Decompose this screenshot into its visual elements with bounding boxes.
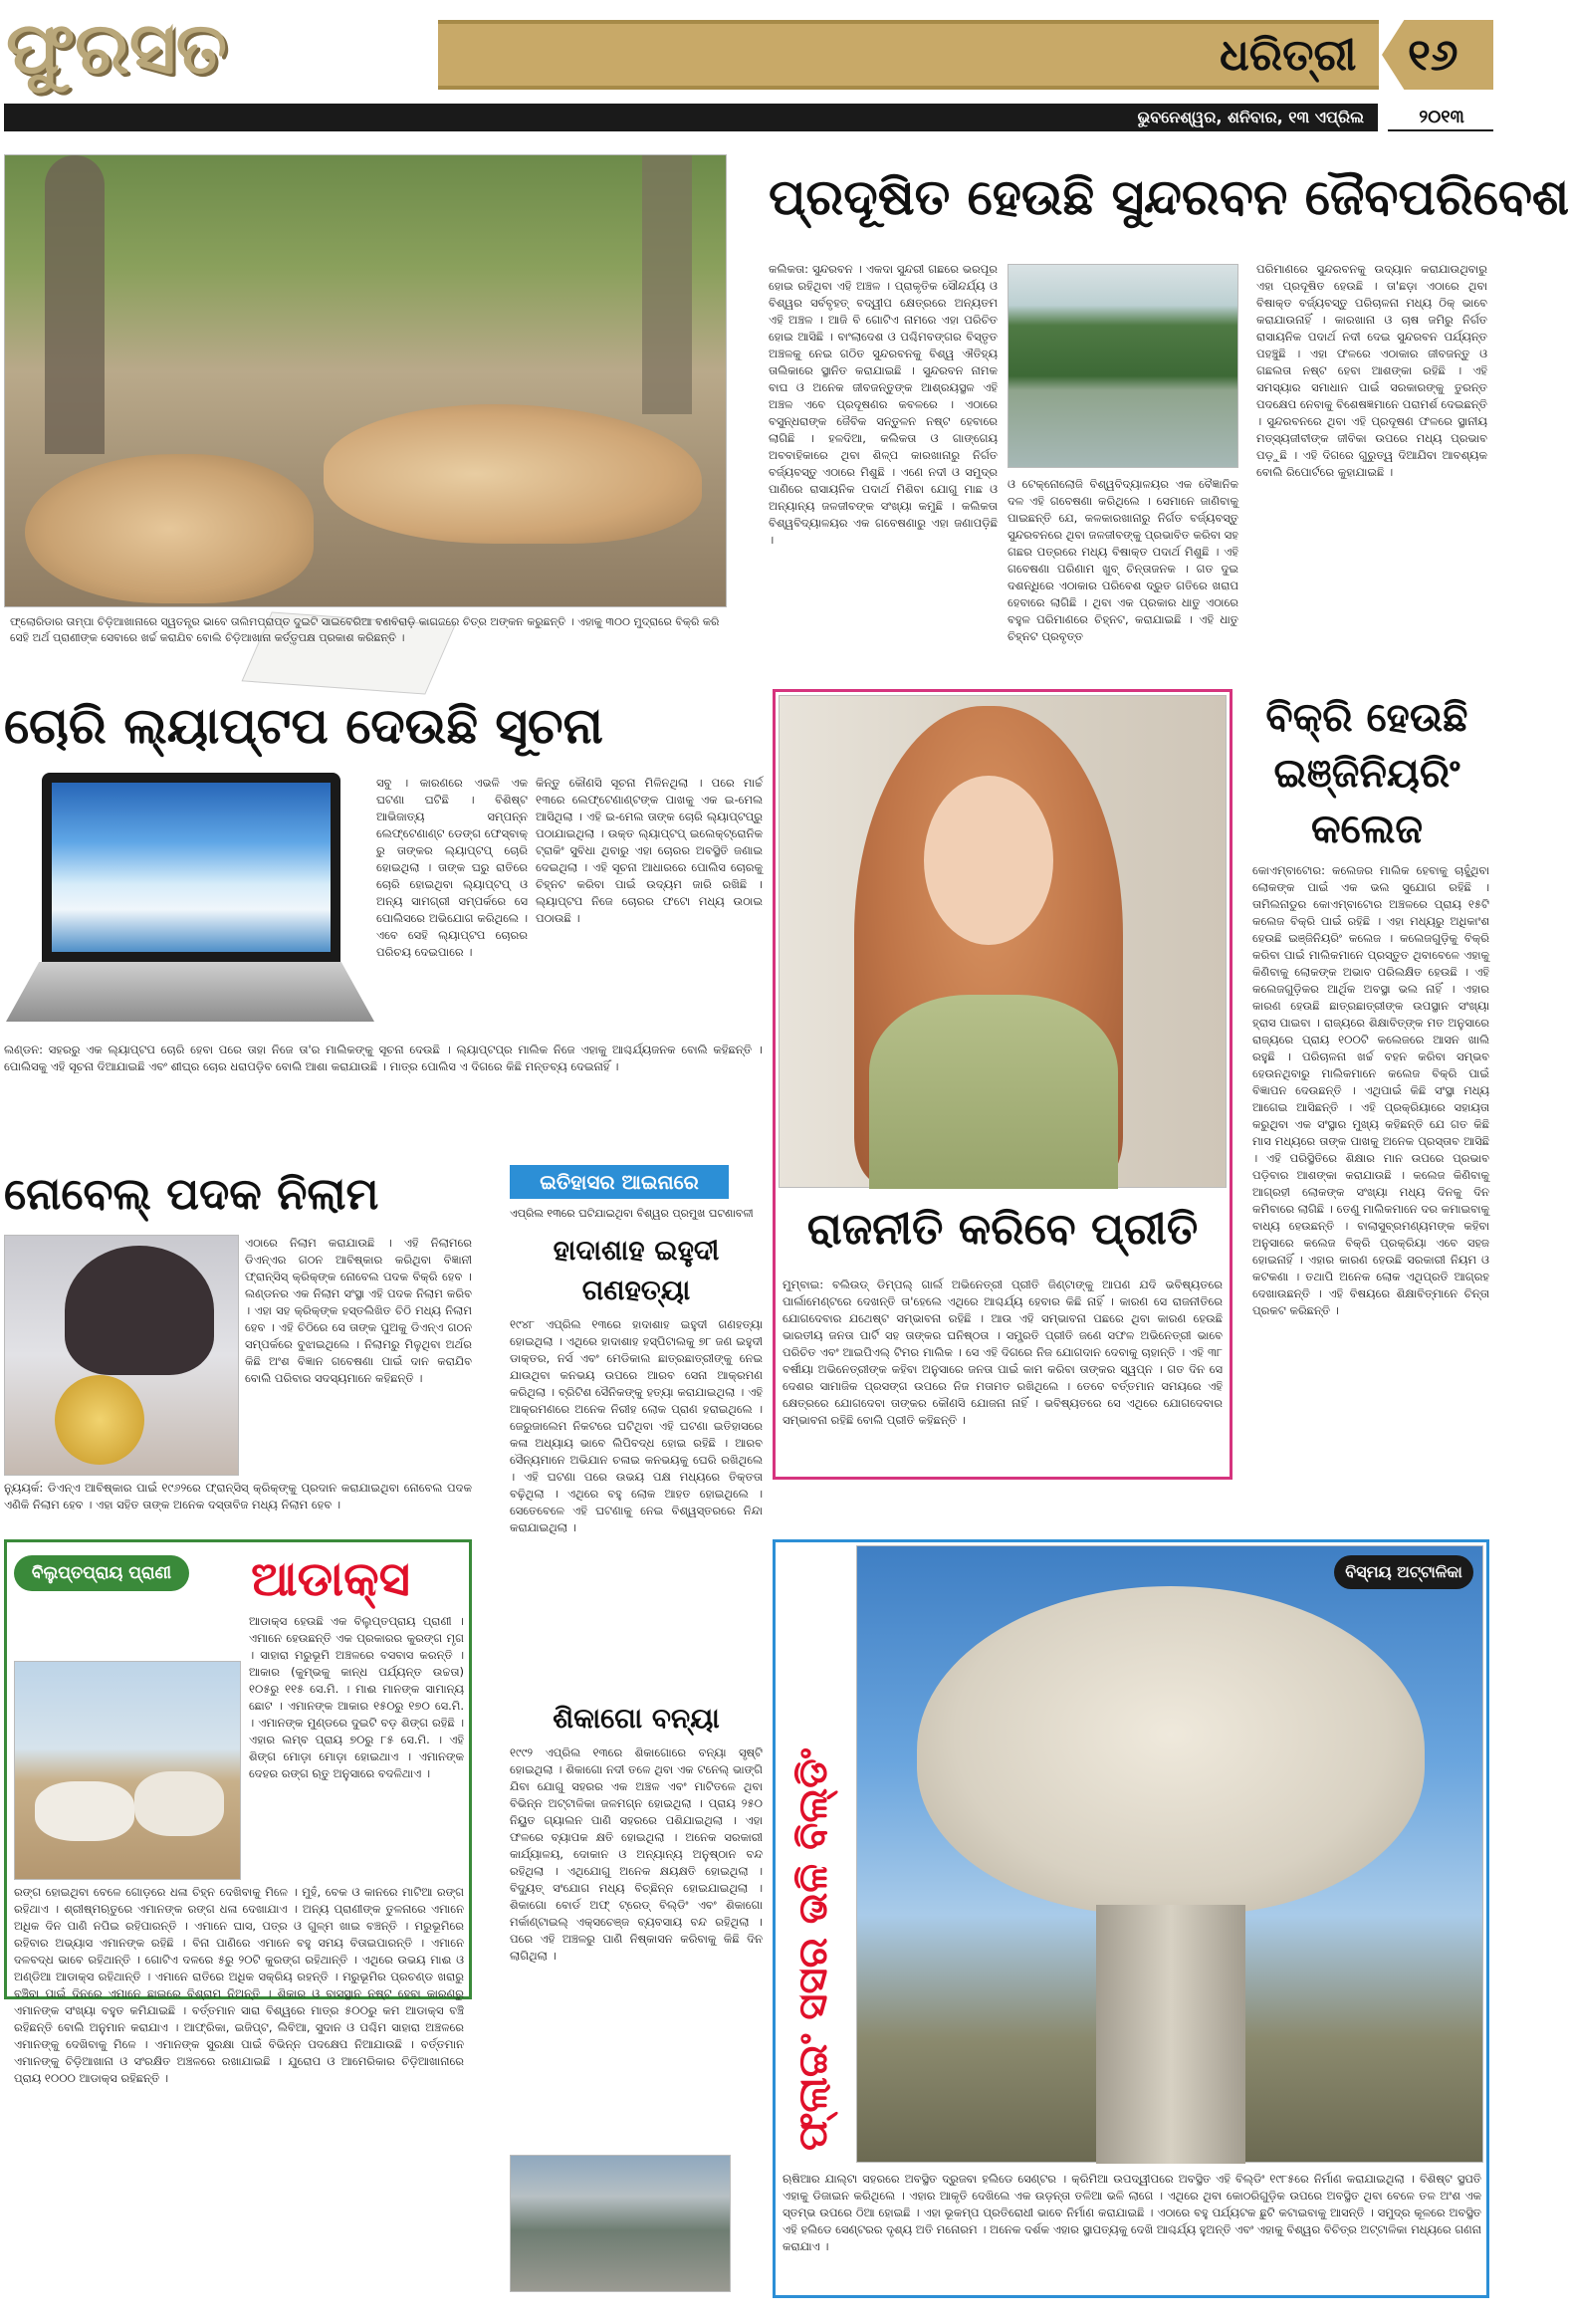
masthead [0, 0, 1493, 149]
page-number: ୧୬ [1408, 30, 1458, 81]
year: ୨୦୧୩ [1419, 107, 1464, 127]
addax-badge: ବିଲୁପ୍ତପ୍ରାୟ ପ୍ରାଣୀ [31, 1563, 172, 1583]
addax-body-1 [35, 1781, 134, 1841]
history-sub1-body: ୧୯୪୮ ଏପ୍ରିଲ ୧୩ରେ ହାଦାଶାହ ଇହୁଦୀ ଗଣହତ୍ୟା ହୋଇଥିଲା । ଏଥିରେ ହାଦାଶାହ ହସ୍ପିଟାଲକୁ ୭୮ ଜଣ ଇହୁଦୀ ଡାକ୍ତର, ନର୍ସ ଏବଂ ମେଡିକାଲ ଛାତ୍ରଛାତ୍ରୀଙ୍କୁ ନେଇ ଯାଉଥିବା କନଭୟ ଉପରେ ଆରବ ସେନା ଆକ୍ରମଣ କରିଥିଲା । ବ୍ରିଟିଶ ସୈନିକଙ୍କୁ ହତ୍ୟା କରାଯାଇଥିଲା । ଏହି ଆକ୍ରମଣରେ ଅନେକ ନିରୀହ ଲୋକ ପ୍ରାଣ ହରାଇଥିଲେ । ଜେରୁଜାଲେମ ନିକଟରେ ଘଟିଥିବା ଏହି ଘଟଣା ଇତିହାସରେ କଳା ଅଧ୍ୟାୟ ଭାବେ ଲିପିବଦ୍ଧ ହୋଇ ରହିଛି । ଆରବ ସୈନ୍ୟମାନେ ଅଭିଯାନ ଚଳାଇ କନଭୟକୁ ଘେରି ରଖିଥିଲେ । ଏହି ଘଟଣା ପରେ ଉଭୟ ପକ୍ଷ ମଧ୍ୟରେ ତିକ୍ତତା ବଢ଼ିଥିଲା । ଏଥିରେ ବହୁ ଲୋକ ଆହତ ହୋଇଥିଲେ । ସେତେବେଳେ ଏହି ଘଟଣାକୁ ନେଇ ବିଶ୍ୱସ୍ତରରେ ନିନ୍ଦା କରାଯାଇଥିଲା । [510, 1317, 763, 1534]
nobel-bottom: ନ୍ୟୁୟର୍କ: ଡିଏନ୍‌ଏ ଆବିଷ୍କାର ପାଇଁ ୧୯୬୨ରେ ଫ୍ରାନ୍ସିସ୍ କ୍ରିକ୍‌ଙ୍କୁ ପ୍ରଦାନ କରାଯାଇଥିବା ନୋବେଲ ପଦକ ଏଣିକି ନିଲାମ ହେବ । ଏହା ସହିତ ତାଙ୍କ ଅନେକ ଦସ୍ତାବିଜ ମଧ୍ୟ ନିଲାମ ହେବ । [4, 1481, 472, 1511]
tree-trunk [642, 155, 692, 414]
laptop-photo [4, 773, 372, 1034]
building-badge: ବିସ୍ମୟ ଅଟ୍ଟାଳିକା [1345, 1562, 1462, 1581]
history-sub1-line2: ଗଣହତ୍ୟା [581, 1274, 691, 1306]
laptop-base [6, 962, 374, 1022]
history-sub1-line1: ହାଦାଶାହ ଇହୁଦୀ [553, 1234, 720, 1267]
supplement-name: ଧରିତ୍ରୀ [1220, 30, 1357, 81]
chicago-flood-photo [510, 2155, 731, 2292]
sundarban-col2: ଓ ଟେକ୍ନୋଲୋଜି ବିଶ୍ୱବିଦ୍ୟାଳୟର ଏକ ବୈଜ୍ଞାନିକ ଦଳ ଏହି ଗବେଷଣା କରିଥିଲେ । ସେମାନେ ଜାଣିବାକୁ ପାଇଛନ୍ତି ଯେ, କଳକାରଖାନାରୁ ନିର୍ଗତ ବର୍ଜ୍ୟବସ୍ତୁ ସୁନ୍ଦରବନରେ ଥିବା ଜଳଜୀବଙ୍କୁ ପ୍ରଭାବିତ କରିବା ସହ ଗଛର ପତ୍ରରେ ମଧ୍ୟ ବିଷାକ୍ତ ପଦାର୍ଥ ମିଶୁଛି । ଏହି ଗବେଷଣା ପରିଣାମ ଖୁବ୍ ଚିନ୍ତାଜନକ । ଗତ ଦୁଇ ଦଶନ୍ଧିରେ ଏଠାକାର ପରିବେଶ ଦ୍ରୁତ ଗତିରେ ଖରାପ ହେବାରେ ଲାଗିଛି । ଥିବା ଏକ ପ୍ରକାର ଧାତୁ ଏଠାରେ ବହୁଳ ପରିମାଣରେ ଚିହ୍ନଟ, କରାଯାଇଛି । ଏହି ଧାତୁ ଚିହ୍ନଟ ପ୍ରବୃତ୍ତ [1008, 477, 1238, 643]
nobel-headline: ନୋବେଲ୍ ପଦକ ନିଲାମ [4, 1169, 379, 1220]
laptop-col1: ସବୁ । କାରଣରେ ଏଭଳି ଏକ ଘଟଣା ଘଟିଛି । ବିଶିଷ୍ଟ ଆଭିଜାତ୍ୟ ସମ୍ପନ୍ନ ଲେଫ୍‌ଟେଣାଣ୍ଟ ଡେଙ୍ଗ ଫେସ୍‌ବାକ୍ ରୁ ତାଙ୍କର ଲ୍ୟାପ୍‌ଟପ୍ ଚୋରି ହୋଇଥିଲା । ତାଙ୍କ ଘରୁ ରାତିରେ ଚୋରି ହୋଇଥିବା ଲ୍ୟାପ୍‌ଟପ୍ ଓ ଅନ୍ୟ ସାମଗ୍ରୀ ସମ୍ପର୍କରେ ସେ ପୋଲିସରେ ଅଭିଯୋଗ କରିଥିଲେ । ଏବେ ସେହି ଲ୍ୟାପ୍‌ଟପ ଚୋରର ପରିଚୟ ଦେଇପାରେ । [376, 776, 528, 959]
sundarban-headline: ପ୍ରଦୂଷିତ ହେଉଛି ସୁନ୍ଦରବନ ଜୈବପରିବେଶ [769, 168, 1569, 226]
tree-trunk [45, 155, 105, 454]
lynx-left [25, 454, 314, 603]
lynx-caption: ଫ୍ଲୋରିଡାର ତାମ୍ପା ଚିଡ଼ିଆଖାନାରେ ସ୍ୱତନ୍ତ୍ର ଭାବେ ତାଲିମପ୍ରାପ୍ତ ଦୁଇଟି ସାଇବେରିଆ ବଣବିରାଡ଼ି କାଗଜରେ ଚିତ୍ର ଅଙ୍କନ କରୁଛନ୍ତି । ଏହାକୁ ୩୦୦ ମୁଦ୍ରାରେ ବିକ୍ରି କରି ସେହି ଅର୍ଥ ପ୍ରାଣୀଙ୍କ ସେବାରେ ଖର୍ଚ୍ଚ କରାଯିବ ବୋଲି ଚିଡ଼ିଆଖାନା କର୍ତ୍ତୃପକ୍ଷ ପ୍ରକାଶ କରିଛନ୍ତି । [10, 615, 720, 644]
building-vertical-title-box [779, 1553, 848, 2161]
sundarban-col3: ପରିମାଣରେ ସୁନ୍ଦରବନକୁ ଉଦ୍ୟାନ କରାଯାଉଥିବାରୁ ଏହା ପ୍ରଦୂଷିତ ହେଉଛି । ତା'ଛଡ଼ା ଏଠାରେ ଥିବା ବିଷାକ୍ତ ବର୍ଜ୍ୟବସ୍ତୁ ପରିଚାଳନା ମଧ୍ୟ ଠିକ୍ ଭାବେ କରାଯାଉନାହିଁ । କାରଖାନା ଓ ଚାଷ ଜମିରୁ ନିର୍ଗତ ରାସାୟନିକ ପଦାର୍ଥ ନଦୀ ଦେଇ ସୁନ୍ଦରବନ ପର୍ଯ୍ୟନ୍ତ ପହଞ୍ଚୁଛି । ଏହା ଫଳରେ ଏଠାକାର ଜୀବଜନ୍ତୁ ଓ ଗଛଲତା ନଷ୍ଟ ହେବା ଆଶଙ୍କା ରହିଛି । ଏହି ସମସ୍ୟାର ସମାଧାନ ପାଇଁ ସରକାରଙ୍କୁ ତୁରନ୍ତ ପଦକ୍ଷେପ ନେବାକୁ ବିଶେଷଜ୍ଞମାନେ ପରାମର୍ଶ ଦେଇଛନ୍ତି । ସୁନ୍ଦରବନରେ ଥିବା ଏହି ପ୍ରଦୂଷଣ ଫଳରେ ସ୍ଥାନୀୟ ମତ୍ସ୍ୟଜୀବୀଙ୍କ ଜୀବିକା ଉପରେ ମଧ୍ୟ ପ୍ରଭାବ ପଡ଼ୁଛି । ଏହି ଦିଗରେ ଗୁରୁତ୍ୱ ଦିଆଯିବା ଆବଶ୍ୟକ ବୋଲି ରିପୋର୍ଟରେ କୁହାଯାଇଛି । [1256, 262, 1487, 479]
history-sub2: ଶିକାଗୋ ବନ୍ୟା [553, 1702, 720, 1735]
engineering-headline-3: କଲେଜ [1310, 807, 1424, 852]
nobel-photo [4, 1235, 239, 1476]
addax-col: ଆଡାକ୍ସ ହେଉଛି ଏକ ବିଲୁପ୍ତପ୍ରାୟ ପ୍ରାଣୀ । ଏମାନେ ହେଉଛନ୍ତି ଏକ ପ୍ରକାରର କୁରଙ୍ଗ ମୃଗ । ସାହାରା ମରୁଭୂମି ଅଞ୍ଚଳରେ ବସବାସ କରନ୍ତି । ଆକାର (କୁମ୍ଭକୁ କାନ୍ଧ ପର୍ଯ୍ୟନ୍ତ ଉଚ୍ଚତା) ୧୦୫ରୁ ୧୧୫ ସେ.ମି. । ମାଈ ମାନଙ୍କ ସାମାନ୍ୟ ଛୋଟ । ଏମାନଙ୍କ ଆକାର ୧୫୦ରୁ ୧୭୦ ସେ.ମି. । ଏମାନଙ୍କ ମୁଣ୍ଡରେ ଦୁଇଟି ବଡ଼ ଶିଙ୍ଗ ରହିଛି । ଏହାର ଲମ୍ବ ପ୍ରାୟ ୭୦ରୁ ୮୫ ସେ.ମି. । ଏହି ଶିଙ୍ଗ ମୋଡ଼ା ମୋଡ଼ା ହୋଇଥାଏ । ଏମାନଙ୍କ ଦେହର ରଙ୍ଗ ଋତୁ ଅନୁସାରେ ବଦଳିଥାଏ । [249, 1614, 464, 1780]
building-vertical-title: ଫ୍ଲାଇଂ ସସର ଭଳି ବିଲ୍ଡିଂ [790, 1747, 836, 2151]
saucer-top [917, 1586, 1425, 1915]
addax-headline: ଆଡାକ୍ସ [251, 1551, 410, 1607]
laptop-bottom: ଲଣ୍ଡନ: ସହରରୁ ଏକ ଲ୍ୟାପ୍‌ଟପ ଚୋରି ହେବା ପରେ ତାହା ନିଜେ ତା'ର ମାଲିକଙ୍କୁ ସୂଚନା ଦେଉଛି । ଲ୍ୟାପ୍‌ଟପ୍‌ର ମାଲିକ ନିଜେ ଏହାକୁ ଆଶ୍ଚର୍ଯ୍ୟଜନକ ବୋଲି କହିଛନ୍ତି । ପୋଲିସକୁ ଏହି ସୂଚନା ଦିଆଯାଇଛି ଏବଂ ଶୀଘ୍ର ଚୋର ଧରାପଡ଼ିବ ବୋଲି ଆଶା କରାଯାଉଛି । ମାତ୍ର ପୋଲିସ ଏ ଦିଗରେ କିଛି ମନ୍ତବ୍ୟ ଦେଇନାହିଁ । [4, 1043, 763, 1073]
medal [55, 1375, 144, 1465]
section-logo: ଫୁରସତ [6, 6, 227, 90]
history-subkicker: ଏପ୍ରିଲ ୧୩ରେ ଘଟିଯାଇଥିବା ବିଶ୍ୱର ପ୍ରମୁଖ ଘଟଣାବଳୀ [510, 1207, 754, 1220]
face [924, 776, 1053, 945]
preity-headline: ରାଜନୀତି କରିବେ ପ୍ରୀତି [806, 1204, 1199, 1255]
building-body: ଋଷିଆର ଯାଲ୍ଟା ସହରରେ ଅବସ୍ଥିତ ଦ୍ରୁଜବା ହଲିଡେ ସେଣ୍ଟର । କ୍ରିମିଆ ଉପଦ୍ୱୀପରେ ଅବସ୍ଥିତ ଏହି ବିଲ୍ଡିଂ ୧୯୮୫ରେ ନିର୍ମାଣ କରାଯାଇଥିଲା । ବିଶିଷ୍ଟ ସ୍ଥପତି ଏହାକୁ ଡିଜାଇନ କରିଥିଲେ । ଏହାର ଆକୃତି ଦେଖିଲେ ଏକ ଉଡ଼ନ୍ତା ତଳିଆ ଭଳି ଲାଗେ । ଏଥିରେ ଥିବା କୋଠରିଗୁଡ଼ିକ ଉପରେ ଅବସ୍ଥିତ ଥିବା ବେଳେ ତଳ ଅଂଶ ଏକ ସ୍ତମ୍ଭ ଉପରେ ଠିଆ ହୋଇଛି । ଏହା ଭୂକମ୍ପ ପ୍ରତିରୋଧୀ ଭାବେ ନିର୍ମାଣ କରାଯାଇଛି । ଏଠାରେ ବହୁ ପର୍ଯ୍ୟଟକ ଛୁଟି କଟାଇବାକୁ ଆସନ୍ତି । ସମୁଦ୍ର କୂଳରେ ଅବସ୍ଥିତ ଏହି ହଲିଡେ ସେଣ୍ଟରର ଦୃଶ୍ୟ ଅତି ମନୋରମ । ଅନେକ ଦର୍ଶକ ଏହାର ସ୍ଥାପତ୍ୟକୁ ଦେଖି ଆଶ୍ଚର୍ଯ୍ୟ ହୁଅନ୍ତି ଏବଂ ଏହାକୁ ବିଶ୍ୱର ବିଚିତ୍ର ଅଟ୍ଟାଳିକା ମଧ୍ୟରେ ଗଣନା କରାଯାଏ । [783, 2172, 1481, 2253]
laptop-headline: ଚୋରି ଲ୍ୟାପ୍‌ଟପ ଦେଉଛି ସୂଚନା [4, 697, 603, 755]
lynx-photo [4, 154, 727, 607]
woman-hair [65, 1246, 214, 1375]
history-sub2-body: ୧୯୯୨ ଏପ୍ରିଲ ୧୩ରେ ଶିକାଗୋରେ ବନ୍ୟା ସୃଷ୍ଟି ହୋଇଥିଲା । ଶିକାଗୋ ନଦୀ ତଳେ ଥିବା ଏକ ଟନେଲ୍ ଭାଙ୍ଗି ଯିବା ଯୋଗୁ ସହରର ଏକ ଅଞ୍ଚଳ ଏବଂ ମାଟିତଳେ ଥିବା ବିଭିନ୍ନ ଅଟ୍ଟାଳିକା ଜଳମଗ୍ନ ହୋଇଥିଲା । ପ୍ରାୟ ୨୫୦ ନିୟୁତ ଗ୍ୟାଲନ ପାଣି ସହରରେ ପଶିଯାଇଥିଲା । ଏହା ଫଳରେ ବ୍ୟାପକ କ୍ଷତି ହୋଇଥିଲା । ଅନେକ ସରକାରୀ କାର୍ଯ୍ୟାଳୟ, ଦୋକାନ ଓ ଅନ୍ୟାନ୍ୟ ଅନୁଷ୍ଠାନ ବନ୍ଦ ରହିଥିଲା । ଏଥିଯୋଗୁ ଅନେକ କ୍ଷୟକ୍ଷତି ହୋଇଥିଲା । ବିଦ୍ୟୁତ୍ ସଂଯୋଗ ମଧ୍ୟ ବିଚ୍ଛିନ୍ନ ହୋଇଯାଇଥିଲା । ଶିକାଗୋ ବୋର୍ଡ ଅଫ୍ ଟ୍ରେଡ୍ ବିଲ୍ଡିଂ ଏବଂ ଶିକାଗୋ ମର୍କାଣ୍ଟାଇଲ୍ ଏକ୍ସଚେଞ୍ଜ ବ୍ୟବସାୟ ବନ୍ଦ ରହିଥିଲା । ପରେ ଏହି ଅଞ୍ଚଳରୁ ପାଣି ନିଷ୍କାସନ କରିବାକୁ କିଛି ଦିନ ଲାଗିଥିଲା । [510, 1745, 763, 1963]
dress [869, 995, 1118, 1189]
addax-bottom: ରଙ୍ଗ ହୋଇଥିବା ବେଳେ ଗୋଡ଼ରେ ଧଳା ଚିହ୍ନ ଦେଖିବାକୁ ମିଳେ । ମୁହଁ, ବେକ ଓ କାନରେ ମାଟିଆ ରଙ୍ଗ ରହିଥାଏ । ଶ୍ରୀଷ୍ମଋତୁରେ ଏମାନଙ୍କ ରଙ୍ଗ ଧଳା ଦେଖାଯାଏ । ଅନ୍ୟ ପ୍ରାଣୀଙ୍କ ତୁଳନାରେ ଏମାନେ ଅଧିକ ଦିନ ପାଣି ନପିଇ ରହିପାରନ୍ତି । ଏମାନେ ଘାସ, ପତ୍ର ଓ ଗୁଳ୍ମ ଖାଇ ବଞ୍ଚନ୍ତି । ମରୁଭୂମିରେ ରହିବାର ଅଭ୍ୟାସ ଏମାନଙ୍କ ରହିଛି । ବିନା ପାଣିରେ ଏମାନେ ବହୁ ସମୟ ବିତାଇପାରନ୍ତି । ଏମାନେ ଦଳବଦ୍ଧ ଭାବେ ରହିଥାନ୍ତି । ଗୋଟିଏ ଦଳରେ ୫ରୁ ୨୦ଟି କୁରଙ୍ଗ ରହିଥାନ୍ତି । ଏଥିରେ ଉଭୟ ମାଈ ଓ ଅଣ୍ଡିଆ ଆଡାକ୍ସ ରହିଥାନ୍ତି । ଏମାନେ ରାତିରେ ଅଧିକ ସକ୍ରିୟ ରହନ୍ତି । ମରୁଭୂମିର ପ୍ରଚଣ୍ଡ ଖରାରୁ ବଞ୍ଚିବା ପାଇଁ ଦିନରେ ଏମାନେ ଛାଇରେ ବିଶ୍ରାମ ନିଅନ୍ତି । ଶିକାର ଓ ବାସସ୍ଥାନ ନଷ୍ଟ ହେବା କାରଣରୁ ଏମାନଙ୍କ ସଂଖ୍ୟା ବହୁତ କମିଯାଇଛି । ବର୍ତ୍ତମାନ ସାରା ବିଶ୍ୱରେ ମାତ୍ର ୫୦୦ରୁ କମ ଆଡାକ୍ସ ବଞ୍ଚି ରହିଛନ୍ତି ବୋଲି ଅନୁମାନ କରାଯାଏ । ଆଫ୍ରିକା, ଇଜିପ୍ଟ, ଲିବିଆ, ସୁଦାନ ଓ ପଶ୍ଚିମ ସାହାରା ଅଞ୍ଚଳରେ ଏମାନଙ୍କୁ ଦେଖିବାକୁ ମିଳେ । ଏମାନଙ୍କ ସୁରକ୍ଷା ପାଇଁ ବିଭିନ୍ନ ପଦକ୍ଷେପ ନିଆଯାଉଛି । ବର୍ତ୍ତମାନ ଏମାନଙ୍କୁ ଚିଡ଼ିଆଖାନା ଓ ସଂରକ୍ଷିତ ଅଞ୍ଚଳରେ ରଖାଯାଇଛି । ଯୁରୋପ ଓ ଆମେରିକାର ଚିଡ଼ିଆଖାନାରେ ପ୍ରାୟ ୧୦୦୦ ଆଡାକ୍ସ ରହିଛନ୍ତି । [14, 1885, 464, 2085]
preity-body: ମୁମ୍ବାଇ: ବଲିଉଡ୍ ଡିମ୍ପଲ୍ ଗାର୍ଲ ଅଭିନେତ୍ରୀ ପ୍ରୀତି ଜିଣ୍ଟାଙ୍କୁ ଆପଣ ଯଦି ଭବିଷ୍ୟତରେ ପାର୍ଲାମେଣ୍ଟରେ ଦେଖନ୍ତି ତା'ହେଲେ ଏଥିରେ ଆଶ୍ଚର୍ଯ୍ୟ ହେବାର କିଛି ନାହିଁ । କାରଣ ସେ ରାଜନୀତିରେ ଯୋଗଦେବାର ଯଥେଷ୍ଟ ସମ୍ଭାବନା ରହିଛି । ଆଉ ଏହି ସମ୍ଭାବନା ପଛରେ ଥିବା କାରଣ ହେଉଛି ଭାରତୀୟ ଜନତା ପାର୍ଟି ସହ ତାଙ୍କର ଘନିଷ୍ଠତା । ସମ୍ପ୍ରତି ପ୍ରୀତି ଜଣେ ସଫଳ ଅଭିନେତ୍ରୀ ଭାବେ ପରିଚିତ ଏବଂ ଆଇପିଏଲ୍ ଟିମର ମାଲିକ । ସେ ଏହି ଦିଗରେ ନିଜ ଯୋଗଦାନ ଦେବାକୁ ଚାହାନ୍ତି । ଏହି ୩୮ ବର୍ଷୀୟା ଅଭିନେତ୍ରୀଙ୍କ କହିବା ଅନୁସାରେ ଜନତା ପାଇଁ କାମ କରିବା ତାଙ୍କର ସ୍ୱପ୍ନ । ଗତ ଦିନ ସେ ଦେଶର ସାମାଜିକ ପ୍ରସଙ୍ଗ ଉପରେ ନିଜ ମତାମତ ରଖିଥିଲେ । ତେବେ ବର୍ତ୍ତମାନ ସମୟରେ ଏହି କ୍ଷେତ୍ରରେ ଯୋଗଦେବା ତାଙ୍କର କୌଣସି ଯୋଜନା ନାହିଁ । ଭବିଷ୍ୟତରେ ସେ ଏଥିରେ ଯୋଗଦେବାର ସମ୍ଭାବନା ରହିଛି ବୋଲି ପ୍ରୀତି କହିଛନ୍ତି । [783, 1278, 1223, 1427]
addax-body-2 [134, 1771, 224, 1836]
saucer-column [1096, 1905, 1245, 2164]
engineering-headline-1: ବିକ୍ରି ହେଉଛି [1265, 695, 1468, 741]
sundarban-photo [1008, 264, 1238, 468]
dateline: ଭୁବନେଶ୍ୱର, ଶନିବାର, ୧୩ ଏପ୍ରିଲ [1137, 108, 1364, 126]
engineering-headline-2: ଇଞ୍ଜିନିୟରିଂ [1273, 751, 1460, 797]
laptop-screen [42, 773, 340, 962]
sundarban-col1: କଲିକତା: ସୁନ୍ଦରବନ । ଏକଦା ସୁନ୍ଦରୀ ଗଛରେ ଭରପୂର ହୋଇ ରହିଥିବା ଏହି ଅଞ୍ଚଳ । ପ୍ରାକୃତିକ ସୌନ୍ଦର୍ଯ୍ୟ ଓ ବିଶ୍ୱର ସର୍ବବୃହତ୍ ବଦ୍ୱୀପ କ୍ଷେତ୍ରରେ ଅନ୍ୟତମ ଏହି ଅଞ୍ଚଳ । ଆଜି ବି ଗୋଟିଏ ନାମରେ ଏହା ପରିଚିତ ହୋଇ ଆସିଛି । ବାଂଲାଦେଶ ଓ ପଶ୍ଚିମବଙ୍ଗର ବିସ୍ତୃତ ଅଞ୍ଚଳକୁ ନେଇ ଗଠିତ ସୁନ୍ଦରବନକୁ ବିଶ୍ୱ ଐତିହ୍ୟ ତାଲିକାରେ ସ୍ଥାନିତ କରାଯାଇଛି । ସୁନ୍ଦରବନ ନାମକ ବାଘ ଓ ଅନେକ ଜୀବଜନ୍ତୁଙ୍କ ଆଶ୍ରୟସ୍ଥଳ ଏହି ଅଞ୍ଚଳ ଏବେ ପ୍ରଦୂଷଣର କବଳରେ । ଏଠାରେ ବସୁନ୍ଧରାଙ୍କ ଜୈବିକ ସନ୍ତୁଳନ ନଷ୍ଟ ହେବାରେ ଲାଗିଛି । ହଳଦିଆ, କଲିକତା ଓ ଗାଙ୍ଗେୟ ଅବବାହିକାରେ ଥିବା ଶିଳ୍ପ କାରଖାନାରୁ ନିର୍ଗତ ବର୍ଜ୍ୟବସ୍ତୁ ଏଠାରେ ମିଶୁଛି । ଏଣେ ନଦୀ ଓ ସମୁଦ୍ର ପାଣିରେ ରାସାୟନିକ ପଦାର୍ଥ ମିଶିବା ଯୋଗୁ ମାଛ ଓ ଅନ୍ୟାନ୍ୟ ଜଳଜୀବଙ୍କ ସଂଖ୍ୟା କମୁଛି । କଲିକତା ବିଶ୍ୱବିଦ୍ୟାଳୟର ଏକ ଗବେଷଣାରୁ ଏହା ଜଣାପଡ଼ିଛି । [769, 262, 998, 547]
history-kicker: ଇତିହାସର ଆଇନାରେ [540, 1170, 699, 1194]
building-photo [856, 1545, 1483, 2163]
addax-photo [14, 1661, 241, 1880]
laptop-col2: କିନ୍ତୁ କୌଣସି ସୂଚନା ମିଳିନଥିଲା । ପରେ ମାର୍ଚ୍ଚ ୧୩ରେ ଲେଫ୍‌ଟେଣାଣ୍ଟଙ୍କ ପାଖକୁ ଏକ ଇ-ମେଲ ଆସିଥିଲା । ଏହି ଇ-ମେଲ ତାଙ୍କ ଚୋରି ଲ୍ୟାପ୍‌ଟପ୍‌ରୁ ପଠାଯାଇଥିଲା । ଉକ୍ତ ଲ୍ୟାପ୍‌ଟପ୍ ଇଲେକ୍‌ଟ୍ରୋନିକ ଟ୍ରାକିଂ ସୁବିଧା ଥିବାରୁ ଏହା ଚୋରର ଅବସ୍ଥିତି ଜଣାଇ ଦେଇଥିଲା । ଏହି ସୂଚନା ଆଧାରରେ ପୋଲିସ ଚୋରକୁ ଚିହ୍ନଟ କରିବା ପାଇଁ ଉଦ୍ୟମ ଜାରି ରଖିଛି । ଲ୍ୟାପ୍‌ଟପ ନିଜେ ଚୋରର ଫଟୋ ମଧ୍ୟ ଉଠାଇ ପଠାଉଛି । [536, 776, 763, 925]
lynx-right [324, 404, 702, 544]
engineering-body: କୋଏମ୍ବାଟୋର: କଲେଜର ମାଲିକ ହେବାକୁ ଚାହୁଁଥିବା ଲୋକଙ୍କ ପାଇଁ ଏକ ଭଲ ସୁଯୋଗ ରହିଛି । ତାମିଲନାଡୁର କୋଏମ୍ବାଟୋର ଅଞ୍ଚଳରେ ପ୍ରାୟ ୧୫ଟି କଲେଜ ବିକ୍ରି ପାଇଁ ରହିଛି । ଏହା ମଧ୍ୟରୁ ଅଧିକାଂଶ ହେଉଛି ଇଞ୍ଜିନିୟରିଂ କଲେଜ । କଲେଜଗୁଡ଼ିକୁ ବିକ୍ରି କରିବା ପାଇଁ ମାଲିକମାନେ ପ୍ରସ୍ତୁତ ଥିବାବେଳେ ଏହାକୁ କିଣିବାକୁ ଲୋକଙ୍କ ଅଭାବ ପରିଲକ୍ଷିତ ହେଉଛି । ଏହି କଲେଜଗୁଡ଼ିକର ଆର୍ଥିକ ଅବସ୍ଥା ଭଲ ନାହିଁ । ଏହାର କାରଣ ହେଉଛି ଛାତ୍ରଛାତ୍ରୀଙ୍କ ଉପସ୍ଥାନ ସଂଖ୍ୟା ହ୍ରାସ ପାଇବା । ରାଜ୍ୟରେ ଶିକ୍ଷାବିତ୍‌ଙ୍କ ମତ ଅନୁସାରେ ରାଜ୍ୟରେ ପ୍ରାୟ ୧୦୦ଟି କଲେଜରେ ଆସନ ଖାଲି ରହୁଛି । ପରିଚାଳନା ଖର୍ଚ୍ଚ ବହନ କରିବା ସମ୍ଭବ ହେଉନଥିବାରୁ ମାଲିକମାନେ କଲେଜ ବିକ୍ରି ପାଇଁ ବିଜ୍ଞାପନ ଦେଉଛନ୍ତି । ଏଥିପାଇଁ କିଛି ସଂସ୍ଥା ମଧ୍ୟ ଆଗେଇ ଆସିଛନ୍ତି । ଏହି ପ୍ରକ୍ରିୟାରେ ସହାୟତା କରୁଥିବା ଏକ ସଂସ୍ଥାର ମୁଖ୍ୟ କହିଛନ୍ତି ଯେ ଗତ କିଛି ମାସ ମଧ୍ୟରେ ତାଙ୍କ ପାଖକୁ ଅନେକ ପ୍ରସ୍ତାବ ଆସିଛି । ଏହି ପରିସ୍ଥିତିରେ ଶିକ୍ଷାର ମାନ ଉପରେ ପ୍ରଭାବ ପଡ଼ିବାର ଆଶଙ୍କା କରାଯାଉଛି । କଲେଜ କିଣିବାକୁ ଆଗ୍ରହୀ ଲୋକଙ୍କ ସଂଖ୍ୟା ମଧ୍ୟ ଦିନକୁ ଦିନ କମିବାରେ ଲାଗିଛି । ତେଣୁ ମାଲିକମାନେ ଦର କମାଇବାକୁ ବାଧ୍ୟ ହେଉଛନ୍ତି । ବାଲାସୁବ୍ରମଣ୍ୟମଙ୍କ କହିବା ଅନୁସାରେ କଲେଜ ବିକ୍ରି ପ୍ରକ୍ରିୟା ଏବେ ସହଜ ହୋଇନାହିଁ । ଏହାର କାରଣ ହେଉଛି ସରକାରୀ ନିୟମ ଓ କଟକଣା । ତଥାପି ଅନେକ ଲୋକ ଏଥିପ୍ରତି ଆଗ୍ରହ ଦେଖାଉଛନ୍ତି । ଏହି ବିଷୟରେ ଶିକ୍ଷାବିତ୍‌ମାନେ ଚିନ୍ତା ପ୍ରକଟ କରିଛନ୍ତି । [1252, 863, 1489, 1317]
nobel-col: ଏଠାରେ ନିଲାମ କରାଯାଉଛି । ଏହି ନିଲାମରେ ଡିଏନ୍‌ଏର ଗଠନ ଆବିଷ୍କାର କରିଥିବା ବିଜ୍ଞାନୀ ଫ୍ରାନ୍ସିସ୍ କ୍ରିକ୍‌ଙ୍କ ନୋବେଲ ପଦକ ବିକ୍ରି ହେବ । ଲଣ୍ଡନର ଏକ ନିଲାମ ସଂସ୍ଥା ଏହି ପଦକ ନିଲାମ କରିବ । ଏହା ସହ କ୍ରିକ୍‌ଙ୍କ ହସ୍ତଲିଖିତ ଚିଠି ମଧ୍ୟ ନିଲାମ ହେବ । ଏହି ଚିଠିରେ ସେ ତାଙ୍କ ପୁଅକୁ ଡିଏନ୍‌ଏ ଗଠନ ସମ୍ପର୍କରେ ବୁଝାଇଥିଲେ । ନିଲାମରୁ ମିଳୁଥିବା ଅର୍ଥର କିଛି ଅଂଶ ବିଜ୍ଞାନ ଗବେଷଣା ପାଇଁ ଦାନ କରାଯିବ ବୋଲି ପରିବାର ସଦସ୍ୟମାନେ କହିଛନ୍ତି । [245, 1236, 472, 1385]
preity-photo [779, 695, 1227, 1188]
